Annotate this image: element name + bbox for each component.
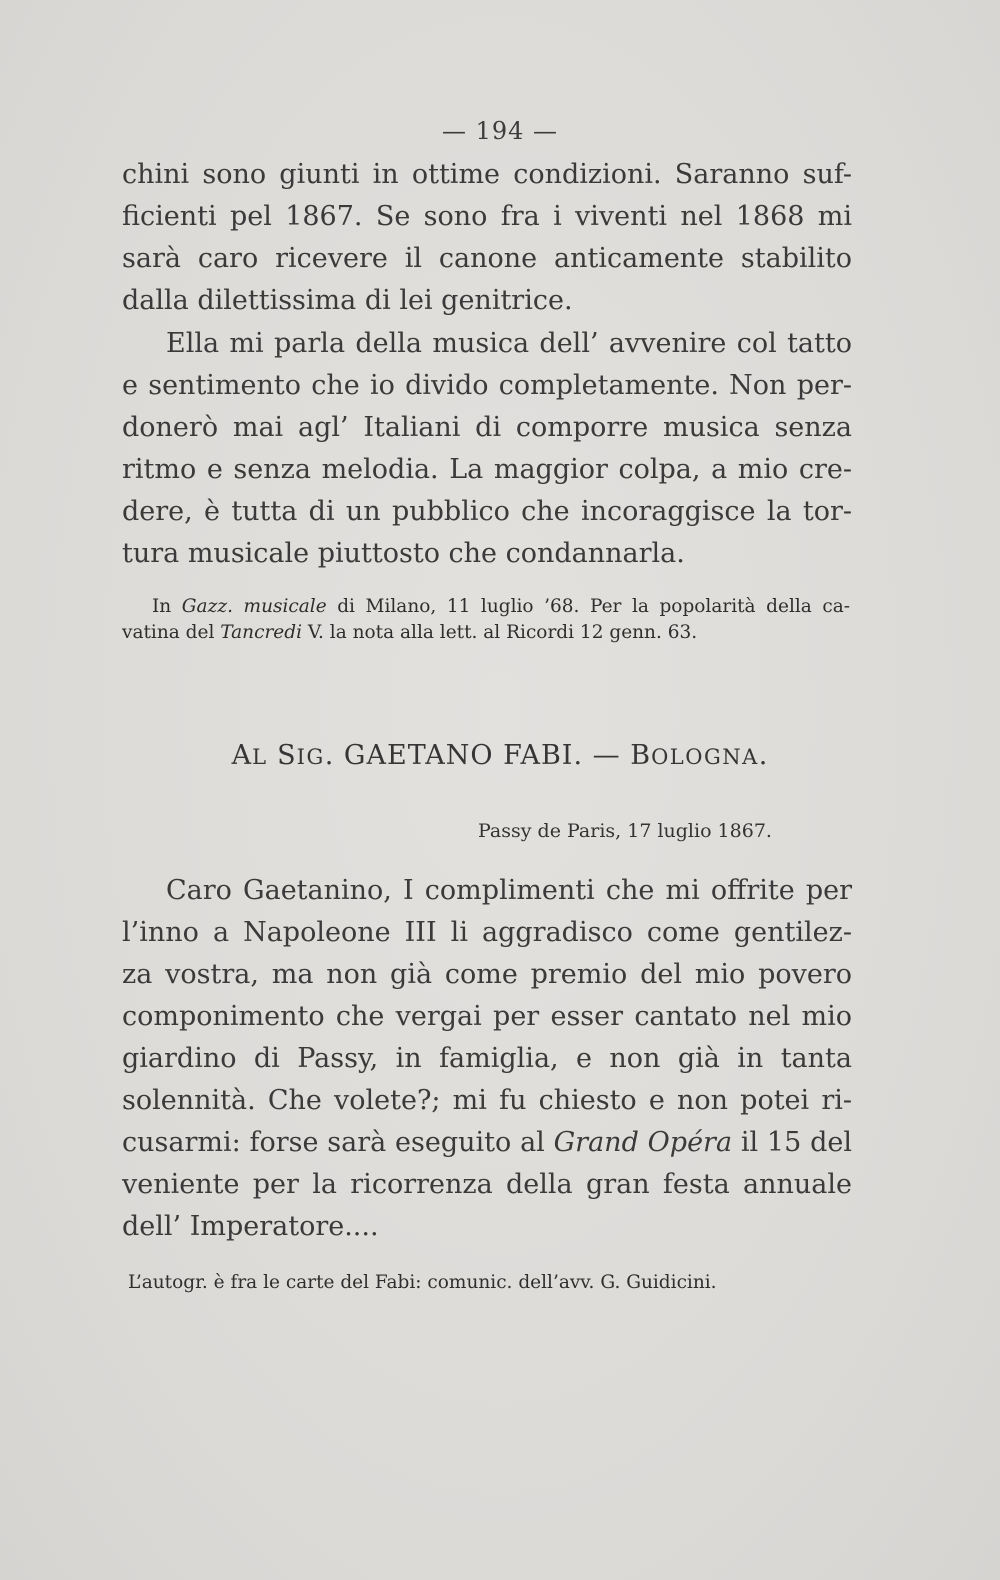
heading-smallcaps: OLOGNA [651,745,759,769]
text-line [122,1128,852,1158]
footnote-text: di Milano, 11 luglio ’68. Per la popolarità della ca- [326,596,851,617]
text-line: ritmo e senza melodia. La maggior colpa, a mio cre- [122,454,852,485]
text-line: dere, è tutta di un pubblico che incoraggisce la tor- [122,496,852,527]
dateline: Passy de Paris, 17 luglio 1867. [478,820,772,842]
heading-text: S [277,740,297,771]
text-span: il 15 del [732,1127,852,1158]
text-line: Ella mi parla della musica dell’ avvenire col tatto [166,328,852,359]
letter-continuation [122,160,852,590]
text-line: giardino di Passy, in famiglia, e non già in tanta [122,1043,852,1074]
text-line: dalla dilettissima di lei genitrice. [122,285,573,316]
text-line: za vostra, ma non già come premio del mio povero [122,959,852,990]
text-line: tura musicale piuttosto che condannarla. [122,538,685,569]
footnote-italic: Tancredi [220,622,303,643]
footnote-line [122,622,840,644]
heading-text: A [231,740,253,771]
page-number: — 194 — [441,117,559,145]
text-line: veniente per la ricorrenza della gran festa annuale [122,1169,852,1200]
heading-text: B [630,740,652,771]
footnote-2 [128,1272,858,1302]
footnote-text: vatina del [122,622,221,643]
text-line: sarà caro ricevere il canone anticamente stabilito [122,243,852,274]
italic-title: Grand Opéra [553,1127,733,1158]
text-line: dell’ Imperatore.... [122,1211,379,1242]
text-span: cusarmi: forse sarà eseguito al [122,1127,554,1158]
heading-smallcaps: IG [296,745,325,769]
text-line: componimento che vergai per esser cantato nel mio [122,1001,852,1032]
heading-text: . [758,740,769,771]
text-line: e sentimento che io divido completamente. Non per- [122,370,852,401]
text-line: chini sono giunti in ottime condizioni. Saranno suf- [122,159,852,190]
text-line: Caro Gaetanino, I complimenti che mi offrite per [166,875,852,906]
letter-heading [0,740,1000,771]
text-line: donerò mai agl’ Italiani di comporre musica senza [122,412,852,443]
footnote-line: L’autogr. è fra le carte del Fabi: comunic. dell’avv. G. Guidicini. [128,1272,717,1293]
text-line: l’inno a Napoleone III li aggradisco come gentilez- [122,917,852,948]
text-line: ficienti pel 1867. Se sono fra i viventi nel 1868 mi [122,201,852,232]
footnote-italic: Gazz. musicale [181,596,327,617]
footnote-line [152,596,850,618]
text-line: solennità. Che volete?; mi fu chiesto e non potei ri- [122,1085,852,1116]
footnote-1 [122,596,882,646]
heading-smallcaps: L [252,745,268,769]
letter-body [122,876,852,1246]
footnote-text: V. la nota alla lett. al Ricordi 12 genn. 63. [302,622,698,643]
footnote-text: In [152,596,182,617]
heading-text: . GAETANO FABI. — [324,740,631,771]
